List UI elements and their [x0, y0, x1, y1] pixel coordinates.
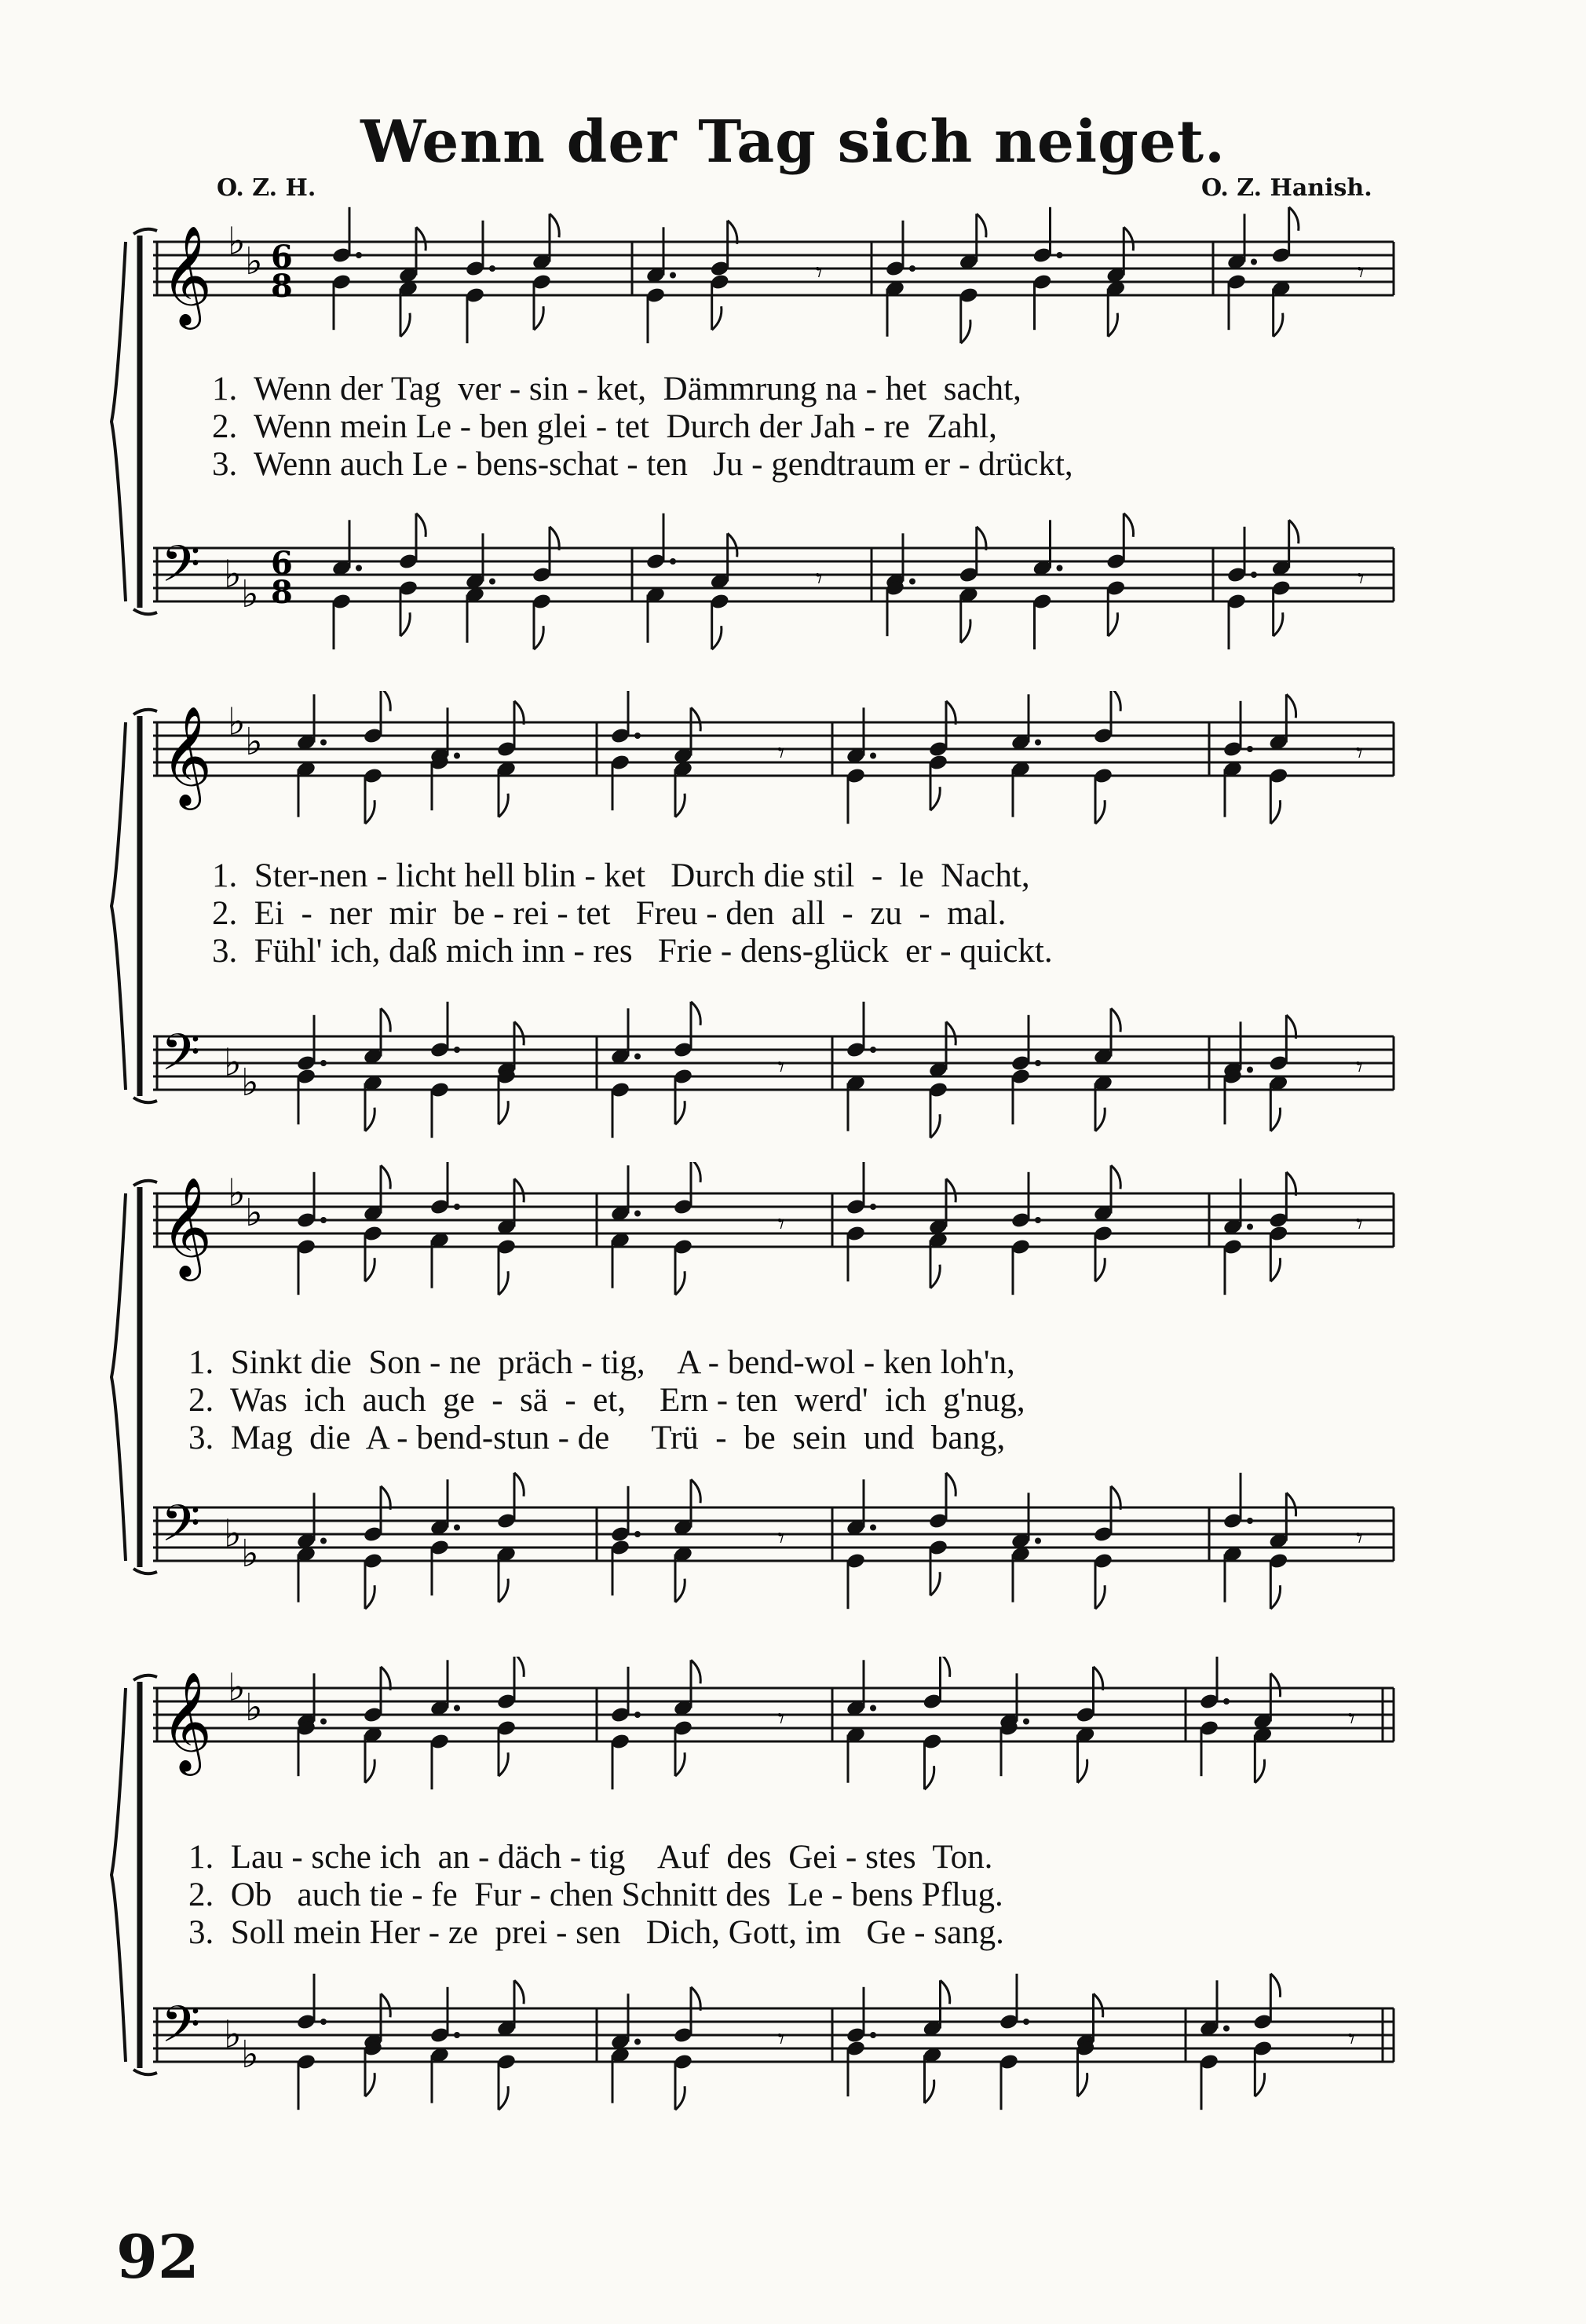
note-flag — [1270, 800, 1280, 824]
rest-icon: 𝄾 — [777, 1703, 785, 1735]
note-flag — [675, 1752, 685, 1776]
brace — [111, 1688, 126, 2062]
note-flag — [691, 1162, 700, 1182]
note-flag — [1078, 2073, 1087, 2096]
note-flag — [946, 1178, 956, 1202]
note-flag — [514, 1021, 524, 1045]
note-flag — [1286, 1015, 1295, 1039]
lyric-verse-2: 2. Ei - ner mir be - rei - tet Freu - den all - zu - mal. — [212, 895, 1007, 932]
lyric-verse-3: 3. Mag die A - bend-stun - de Trü - be sein und bang, — [188, 1420, 1006, 1456]
note-flag — [1270, 1673, 1280, 1697]
dot — [870, 1525, 876, 1531]
note-flag — [550, 214, 559, 237]
note-flag — [941, 1980, 950, 2004]
note-flag — [499, 1579, 508, 1602]
dot — [320, 1060, 327, 1066]
time-signature-bottom: 8 — [271, 268, 293, 305]
flat-icon: ♭ — [241, 1060, 259, 1105]
bass-clef-icon: 𝄢 — [161, 1495, 201, 1566]
rest-icon: 𝄾 — [1357, 563, 1365, 595]
note-flag — [534, 626, 543, 649]
dot — [356, 565, 362, 572]
note-flag — [1111, 1165, 1120, 1189]
note-flag — [930, 1114, 940, 1138]
dot — [870, 753, 876, 759]
note-flag — [691, 1660, 700, 1683]
dot — [870, 2032, 876, 2038]
dot — [1247, 1067, 1253, 1073]
note-flag — [1095, 1108, 1105, 1131]
note-flag — [365, 1585, 375, 1609]
lyric-verse-2: 2. Ob auch tie - fe Fur - chen Schnitt des Le - bens Pflug. — [188, 1876, 1003, 1913]
note-flag — [1289, 520, 1299, 543]
note-flag — [499, 794, 508, 817]
treble-staff — [153, 719, 1394, 776]
dot — [489, 579, 495, 585]
dot — [870, 1705, 876, 1712]
time-signature-top: 6 — [271, 239, 293, 276]
flat-icon: ♭ — [224, 1040, 242, 1085]
note-flag — [1274, 612, 1283, 636]
rest-icon: 𝄾 — [815, 257, 823, 289]
rest-icon: 𝄾 — [777, 737, 785, 769]
note-flag — [691, 707, 700, 731]
bass-clef-icon: 𝄢 — [161, 535, 201, 606]
note-flag — [712, 626, 722, 649]
note-flag — [1274, 313, 1283, 337]
flat-icon: ♭ — [228, 1665, 246, 1710]
dot — [1247, 746, 1253, 752]
dot — [1247, 1224, 1253, 1230]
lyric-verse-1: 1. Lau - sche ich an - däch - tig Auf des Gei - stes Ton. — [188, 1839, 993, 1876]
dot — [1035, 1217, 1041, 1223]
rest-icon: 𝄾 — [1355, 1208, 1364, 1241]
dot — [1057, 252, 1063, 258]
note-flag — [1111, 691, 1120, 711]
note-flag — [946, 1021, 956, 1045]
rest-icon: 𝄾 — [815, 563, 823, 595]
note-flag — [381, 1165, 390, 1189]
note-flag — [499, 1101, 508, 1124]
lyric-verse-1: 1. Wenn der Tag ver - sin - ket, Dämmrung na - het sacht, — [212, 371, 1021, 407]
time-signature-bottom: 8 — [271, 574, 293, 611]
note-flag — [946, 1473, 956, 1496]
dot — [1247, 1518, 1253, 1524]
dot — [320, 1719, 327, 1725]
note-flag — [1094, 1993, 1103, 2017]
note-flag — [691, 1002, 700, 1025]
flat-icon: ♭ — [245, 719, 263, 764]
dot — [1251, 259, 1257, 265]
dot — [320, 740, 327, 746]
rest-icon: 𝄾 — [777, 2023, 785, 2055]
note-flag — [961, 320, 970, 343]
flat-icon: ♭ — [224, 552, 242, 597]
note-flag — [514, 1473, 524, 1496]
lyric-verse-3: 3. Soll mein Her - ze prei - sen Dich, Gott, im Ge - sang. — [188, 1914, 1004, 1951]
note-flag — [514, 701, 524, 725]
brace — [111, 722, 126, 1090]
flat-icon: ♭ — [241, 572, 259, 616]
brace — [111, 1193, 126, 1561]
dot — [634, 1531, 641, 1537]
note-flag — [728, 533, 737, 557]
note-flag — [977, 214, 986, 237]
note-flag — [1270, 1585, 1280, 1609]
dot — [1023, 2019, 1029, 2025]
dot — [1223, 2026, 1230, 2032]
note-flag — [1270, 1108, 1280, 1131]
dot — [870, 1204, 876, 1210]
note-flag — [416, 227, 426, 250]
dot — [1251, 572, 1257, 578]
note-flag — [381, 1993, 390, 2017]
dot — [1223, 1698, 1230, 1705]
note-flag — [675, 1579, 685, 1602]
note-flag — [675, 1271, 685, 1295]
note-flag — [365, 1108, 375, 1131]
note-flag — [400, 612, 410, 636]
dot — [320, 1538, 327, 1544]
treble-clef-icon: 𝄞 — [161, 1671, 213, 1771]
bass-clef-icon: 𝄢 — [161, 1996, 201, 2066]
note-flag — [961, 619, 970, 643]
rest-icon: 𝄾 — [1355, 1522, 1364, 1555]
note-flag — [691, 1479, 700, 1503]
lyric-verse-3: 3. Wenn auch Le - bens-schat - ten Ju - gendtraum er - drückt, — [212, 446, 1073, 483]
note-flag — [381, 1667, 390, 1690]
note-flag — [977, 527, 986, 550]
note-flag — [941, 1657, 950, 1677]
bass-staff — [153, 1507, 1394, 1561]
dot — [634, 1054, 641, 1060]
flat-icon: ♭ — [241, 2032, 259, 2077]
note-flag — [930, 787, 940, 810]
hymn-title: Wenn der Tag sich neiget. — [360, 108, 1226, 176]
dot — [634, 733, 641, 739]
lyric-verse-1: 1. Sinkt die Son - ne präch - tig, A - bend-wol - ken loh'n, — [188, 1344, 1015, 1381]
rest-icon: 𝄾 — [1357, 257, 1365, 289]
note-flag — [1108, 612, 1117, 636]
rest-icon: 𝄾 — [777, 1051, 785, 1083]
dot — [489, 265, 495, 272]
note-flag — [728, 221, 737, 244]
note-flag — [675, 1101, 685, 1124]
note-flag — [381, 691, 390, 711]
note-flag — [1124, 513, 1133, 537]
rest-icon: 𝄾 — [1355, 737, 1364, 769]
treble-clef-icon: 𝄞 — [161, 225, 213, 325]
dot — [356, 252, 362, 258]
dot — [454, 2032, 460, 2038]
note-flag — [365, 1759, 375, 1783]
note-flag — [1270, 1974, 1280, 1997]
dot — [1035, 1538, 1041, 1544]
dot — [454, 1047, 460, 1053]
dot — [320, 2019, 327, 2025]
note-flag — [1095, 800, 1105, 824]
dot — [320, 1217, 327, 1223]
rest-icon: 𝄾 — [1355, 1051, 1364, 1083]
dot — [634, 1211, 641, 1217]
dot — [909, 265, 915, 272]
flat-icon: ♭ — [224, 2012, 242, 2057]
note-flag — [514, 1980, 524, 2004]
note-flag — [400, 313, 410, 337]
bass-staff — [153, 2008, 1394, 2062]
note-flag — [1124, 227, 1133, 250]
note-flag — [365, 800, 375, 824]
note-flag — [1286, 1493, 1295, 1516]
treble-staff — [153, 1190, 1394, 1247]
note-flag — [1255, 1759, 1264, 1783]
bass-clef-icon: 𝄢 — [161, 1024, 201, 1094]
note-flag — [691, 1987, 700, 2011]
dot — [454, 1705, 460, 1712]
dot — [454, 1204, 460, 1210]
flat-icon: ♭ — [245, 239, 263, 283]
rest-icon: 𝄾 — [1347, 1703, 1356, 1735]
note-flag — [675, 2086, 685, 2110]
note-flag — [514, 1178, 524, 1202]
note-flag — [925, 2080, 934, 2103]
flat-icon: ♭ — [245, 1685, 263, 1730]
note-flag — [1094, 1667, 1103, 1690]
flat-icon: ♭ — [228, 219, 246, 264]
dot — [454, 1525, 460, 1531]
lyric-verse-2: 2. Was ich auch ge - sä - et, Ern - ten werd' ich g'nug, — [188, 1382, 1025, 1419]
note-flag — [1286, 694, 1295, 718]
note-flag — [381, 1008, 390, 1032]
note-flag — [1289, 207, 1299, 231]
lyricist-credit: O. Z. H. — [217, 174, 316, 202]
dot — [454, 753, 460, 759]
dot — [1057, 565, 1063, 572]
flat-icon: ♭ — [224, 1511, 242, 1556]
dot — [670, 558, 676, 565]
dot — [670, 272, 676, 279]
note-flag — [930, 1572, 940, 1595]
note-flag — [1095, 1258, 1105, 1281]
note-flag — [1095, 1585, 1105, 1609]
dot — [909, 579, 915, 585]
note-flag — [930, 1265, 940, 1288]
note-flag — [550, 527, 559, 550]
time-signature-top: 6 — [271, 545, 293, 582]
rest-icon: 𝄾 — [777, 1522, 785, 1555]
brace — [111, 242, 126, 601]
flat-icon: ♭ — [228, 700, 246, 744]
note-flag — [1270, 1258, 1280, 1281]
lyric-verse-3: 3. Fühl' ich, daß mich inn - res Frie - dens-glück er - quickt. — [212, 933, 1053, 970]
flat-icon: ♭ — [241, 1531, 259, 1576]
note-flag — [365, 1258, 375, 1281]
note-flag — [1255, 2073, 1264, 2096]
note-flag — [416, 513, 426, 537]
note-flag — [712, 306, 722, 330]
page-number: 92 — [116, 2222, 199, 2292]
note-flag — [1111, 1486, 1120, 1510]
dot — [870, 1047, 876, 1053]
rest-icon: 𝄾 — [777, 1208, 785, 1241]
treble-clef-icon: 𝄞 — [161, 705, 213, 806]
dot — [634, 2039, 641, 2045]
bass-staff — [153, 1036, 1394, 1090]
dot — [1035, 740, 1041, 746]
note-flag — [534, 306, 543, 330]
note-flag — [946, 701, 956, 725]
dot — [1035, 1060, 1041, 1066]
treble-clef-icon: 𝄞 — [161, 1176, 213, 1277]
note-flag — [499, 1271, 508, 1295]
note-flag — [499, 2086, 508, 2110]
bass-staff — [153, 548, 1394, 601]
rest-icon: 𝄾 — [1347, 2023, 1356, 2055]
flat-icon: ♭ — [245, 1190, 263, 1235]
note-flag — [925, 1766, 934, 1789]
note-flag — [381, 1486, 390, 1510]
note-flag — [675, 794, 685, 817]
note-flag — [365, 2073, 375, 2096]
note-flag — [514, 1657, 524, 1677]
dot — [1023, 1719, 1029, 1725]
dot — [634, 1712, 641, 1718]
note-flag — [1286, 1172, 1295, 1196]
note-flag — [499, 1752, 508, 1776]
lyric-verse-2: 2. Wenn mein Le - ben glei - tet Durch der Jah - re Zahl, — [212, 408, 997, 445]
lyric-verse-1: 1. Ster-nen - licht hell blin - ket Durch die stil - le Nacht, — [212, 857, 1030, 894]
note-flag — [1108, 313, 1117, 337]
note-flag — [1111, 1008, 1120, 1032]
note-flag — [1078, 1759, 1087, 1783]
flat-icon: ♭ — [228, 1171, 246, 1215]
composer-credit: O. Z. Hanish. — [1201, 174, 1372, 202]
